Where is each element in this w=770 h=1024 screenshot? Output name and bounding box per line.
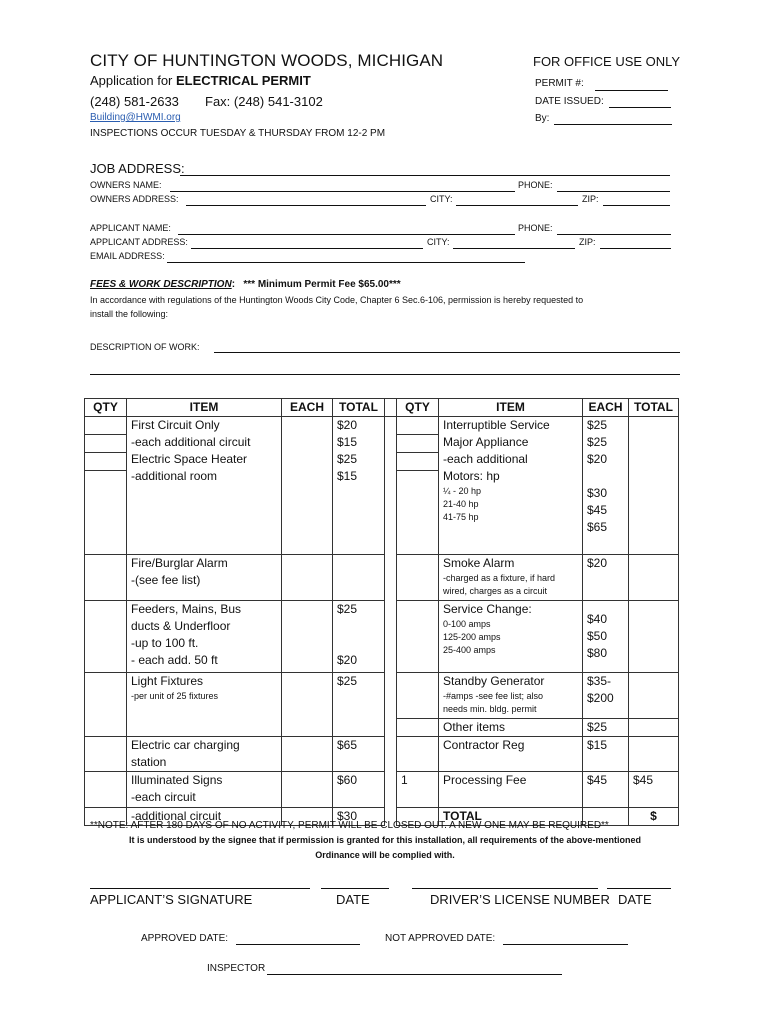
- total-cell[interactable]: [333, 555, 385, 601]
- qty-cell[interactable]: [397, 417, 439, 555]
- item-text: - each add. 50 ft: [131, 653, 218, 667]
- item-text: Contractor Reg: [443, 738, 525, 752]
- qty-value: 1: [401, 773, 408, 787]
- description-field-2[interactable]: [90, 374, 680, 375]
- item-text: Fire/Burglar Alarm: [131, 556, 228, 570]
- qty-cell[interactable]: [85, 673, 127, 737]
- qty-cell[interactable]: [397, 601, 439, 673]
- column-gap: [385, 601, 397, 673]
- license-label: DRIVER’S LICENSE NUMBER: [430, 892, 610, 907]
- email-address-field[interactable]: [167, 262, 525, 263]
- applicant-city-field[interactable]: [453, 248, 575, 249]
- total-cell[interactable]: [629, 417, 679, 555]
- each-cell: [583, 737, 629, 772]
- owners-zip-label: ZIP:: [582, 194, 599, 204]
- item-text: -each additional: [443, 452, 528, 466]
- email-link[interactable]: Building@HWMI.org: [90, 112, 181, 123]
- total-cell[interactable]: [629, 719, 679, 737]
- item-cell: [439, 555, 583, 601]
- fee-value: $45: [587, 503, 608, 517]
- fee-value: $30: [587, 486, 608, 500]
- each-cell: [282, 555, 333, 601]
- total-header: TOTAL: [333, 399, 385, 417]
- each-header: EACH: [282, 399, 333, 417]
- item-subtext: needs min. bldg. permit: [443, 704, 537, 714]
- applicant-phone-label: PHONE:: [518, 223, 553, 233]
- item-cell: [439, 737, 583, 772]
- owners-city-field[interactable]: [456, 205, 578, 206]
- item-cell: [127, 673, 282, 737]
- total-cell[interactable]: [629, 808, 679, 826]
- application-prefix: Application for: [90, 73, 176, 88]
- applicant-date-label: DATE: [336, 892, 370, 907]
- total-cell[interactable]: [333, 601, 385, 673]
- total-cell[interactable]: [333, 673, 385, 737]
- table-row: [85, 772, 679, 808]
- fee-value: $25: [337, 452, 358, 466]
- item-text: Other items: [443, 720, 506, 734]
- applicant-address-label: APPLICANT ADDRESS:: [90, 237, 188, 247]
- total-cell[interactable]: [629, 737, 679, 772]
- permit-label: PERMIT #:: [535, 78, 584, 89]
- permit-field[interactable]: [595, 90, 668, 91]
- item-cell: [127, 737, 282, 772]
- item-text: -each additional circuit: [131, 435, 251, 449]
- applicant-name-field[interactable]: [178, 234, 515, 235]
- fees-heading: [90, 279, 401, 290]
- each-cell: [583, 601, 629, 673]
- total-cell[interactable]: [629, 772, 679, 808]
- each-header: EACH: [583, 399, 629, 417]
- owners-address-field[interactable]: [186, 205, 426, 206]
- fee-value: $20: [337, 653, 358, 667]
- license-date-field[interactable]: [607, 888, 671, 889]
- item-text: Light Fixtures: [131, 674, 204, 688]
- each-cell: [282, 601, 333, 673]
- item-text: ducts & Underfloor: [131, 619, 231, 633]
- total-header: TOTAL: [629, 399, 679, 417]
- fee-value: $25: [587, 435, 608, 449]
- total-cell[interactable]: [333, 737, 385, 772]
- each-cell: [583, 673, 629, 719]
- fee-value: $200: [587, 691, 614, 705]
- item-header: ITEM: [439, 399, 583, 417]
- item-cell: [439, 719, 583, 737]
- item-text: Electric Space Heater: [131, 452, 248, 466]
- accordance-line-1: In accordance with regulations of the Huntington Woods City Code, Chapter 6 Sec.6-106, permission is hereby requested to: [90, 295, 584, 305]
- item-text: -up to 100 ft.: [131, 636, 199, 650]
- fee-table: [84, 398, 679, 826]
- accordance-line-2: install the following:: [90, 309, 169, 319]
- table-row: [85, 601, 679, 673]
- item-cell: [439, 673, 583, 719]
- fee-value: $50: [587, 629, 608, 643]
- item-text: Smoke Alarm: [443, 556, 515, 570]
- fee-value: $20: [587, 452, 608, 466]
- each-cell: [282, 772, 333, 808]
- item-text: -additional circuit: [131, 809, 222, 823]
- qty-cell[interactable]: [397, 719, 439, 737]
- item-text: Interruptible Service: [443, 418, 550, 432]
- closeout-note: **NOTE: AFTER 180 DAYS OF NO ACTIVITY, PERMIT WILL BE CLOSED OUT. A NEW ONE MAY BE REQUIRED**: [90, 820, 609, 831]
- each-cell: [583, 417, 629, 555]
- qty-cell[interactable]: [397, 737, 439, 772]
- item-cell: [127, 601, 282, 673]
- qty-header: QTY: [85, 399, 127, 417]
- each-cell: [583, 719, 629, 737]
- table-row: [85, 555, 679, 601]
- fee-value: $25: [337, 602, 358, 616]
- item-text: -additional room: [131, 469, 218, 483]
- item-text: -each circuit: [131, 790, 196, 804]
- grand-total-label: TOTAL: [443, 809, 482, 823]
- date-issued-label: DATE ISSUED:: [535, 96, 604, 107]
- table-row: [85, 417, 679, 555]
- fee-value: $80: [587, 646, 608, 660]
- fee-value: $15: [587, 738, 608, 752]
- item-cell: [127, 555, 282, 601]
- inspector-label: INSPECTOR: [207, 963, 266, 974]
- item-text: station: [131, 755, 167, 769]
- license-date-label: DATE: [618, 892, 652, 907]
- not-approved-date-field[interactable]: [503, 944, 628, 945]
- fee-value: $35-: [587, 674, 612, 688]
- fee-value: $20: [337, 418, 358, 432]
- email-address-label: EMAIL ADDRESS:: [90, 251, 165, 261]
- applicant-city-label: CITY:: [427, 237, 450, 247]
- understood-line-1: It is understood by the signee that if permission is granted for this installation, all requirements of the above-mentioned: [128, 835, 642, 845]
- item-subtext: 41-75 hp: [443, 512, 479, 522]
- total-cell[interactable]: [629, 673, 679, 719]
- column-gap: [385, 737, 397, 772]
- fee-value: $65: [337, 738, 358, 752]
- column-gap: [385, 772, 397, 808]
- inspector-field[interactable]: [267, 974, 562, 975]
- column-gap: [385, 555, 397, 601]
- application-type: ELECTRICAL PERMIT: [176, 73, 311, 88]
- item-subtext: -per unit of 25 fixtures: [131, 691, 219, 701]
- phone-number: (248) 581-2633: [90, 94, 179, 109]
- qty-cell[interactable]: [85, 555, 127, 601]
- fee-value: $40: [587, 612, 608, 626]
- job-address-field[interactable]: [180, 175, 670, 176]
- applicant-name-label: APPLICANT NAME:: [90, 223, 171, 233]
- applicant-zip-label: ZIP:: [579, 237, 596, 247]
- item-subtext: 0-100 amps: [443, 619, 491, 629]
- qty-header: QTY: [397, 399, 439, 417]
- applicant-signature-label: APPLICANT’S SIGNATURE: [90, 892, 253, 907]
- column-gap: [385, 399, 397, 417]
- item-subtext: 25-400 amps: [443, 645, 496, 655]
- fees-title: FEES & WORK DESCRIPTION: [90, 279, 232, 290]
- each-cell: [583, 555, 629, 601]
- total-cell[interactable]: [629, 555, 679, 601]
- item-subtext: 125-200 amps: [443, 632, 501, 642]
- item-cell: [439, 417, 583, 555]
- grand-total-value: $: [650, 809, 657, 823]
- fees-colon: :: [231, 279, 236, 290]
- item-subtext: wired, charges as a circuit: [443, 586, 548, 596]
- qty-cell[interactable]: [397, 673, 439, 719]
- by-label: By:: [535, 113, 550, 124]
- fee-value: $15: [337, 469, 358, 483]
- fee-value: $20: [587, 556, 608, 570]
- date-issued-field[interactable]: [609, 107, 671, 108]
- not-approved-date-label: NOT APPROVED DATE:: [385, 933, 496, 944]
- item-cell: [439, 601, 583, 673]
- item-cell: [127, 772, 282, 808]
- total-cell[interactable]: [629, 601, 679, 673]
- applicant-phone-field[interactable]: [557, 234, 671, 235]
- owners-name-field[interactable]: [170, 191, 515, 192]
- qty-cell[interactable]: [397, 555, 439, 601]
- fee-value: $30: [337, 809, 358, 823]
- each-cell: [282, 737, 333, 772]
- description-field-1[interactable]: [214, 352, 680, 353]
- item-text: Service Change:: [443, 602, 532, 616]
- item-text: First Circuit Only: [131, 418, 220, 432]
- item-text: -(see fee list): [131, 573, 201, 587]
- item-text: Feeders, Mains, Bus: [131, 602, 242, 616]
- description-label: DESCRIPTION OF WORK:: [90, 342, 200, 352]
- fax-number: Fax: (248) 541-3102: [205, 94, 323, 109]
- applicant-date-field[interactable]: [321, 888, 389, 889]
- item-subtext: 21-40 hp: [443, 499, 479, 509]
- column-gap: [385, 673, 397, 737]
- fee-value: $25: [587, 418, 608, 432]
- column-gap: [385, 417, 397, 555]
- fee-value: $45: [587, 773, 608, 787]
- each-cell: [282, 673, 333, 737]
- table-header-row: [85, 399, 679, 417]
- item-text: Electric car charging: [131, 738, 240, 752]
- item-header: ITEM: [127, 399, 282, 417]
- item-subtext: ¼ - 20 hp: [443, 486, 482, 496]
- license-number-field[interactable]: [412, 888, 598, 889]
- approved-date-field[interactable]: [236, 944, 360, 945]
- fee-value: $60: [337, 773, 358, 787]
- item-cell: [127, 417, 282, 555]
- table-row: [85, 673, 679, 719]
- item-subtext: -#amps -see fee list; also: [443, 691, 544, 701]
- office-use-title: FOR OFFICE USE ONLY: [533, 54, 681, 69]
- owners-city-label: CITY:: [430, 194, 453, 204]
- each-cell: [282, 417, 333, 555]
- minimum-fee: *** Minimum Permit Fee $65.00***: [243, 279, 401, 290]
- fee-value: $65: [587, 520, 608, 534]
- application-title: [90, 73, 311, 88]
- inspection-hours: INSPECTIONS OCCUR TUESDAY & THURSDAY FROM 12-2 PM: [90, 128, 386, 139]
- qty-cell[interactable]: [397, 772, 439, 808]
- qty-cell[interactable]: [85, 601, 127, 673]
- job-address-label: JOB ADDRESS:: [90, 161, 185, 176]
- fee-value: $25: [587, 720, 608, 734]
- approved-date-label: APPROVED DATE:: [141, 933, 229, 944]
- owners-phone-field[interactable]: [557, 191, 670, 192]
- owners-zip-field[interactable]: [603, 205, 670, 206]
- fee-spacer: [337, 618, 380, 652]
- owners-address-label: OWNERS ADDRESS:: [90, 194, 179, 204]
- fee-value: $25: [337, 674, 358, 688]
- item-subtext: -charged as a fixture, if hard: [443, 573, 556, 583]
- total-cell[interactable]: [333, 417, 385, 555]
- owners-name-label: OWNERS NAME:: [90, 180, 162, 190]
- item-text: Processing Fee: [443, 773, 527, 787]
- table-row: [85, 737, 679, 772]
- fee-spacer: [587, 601, 624, 611]
- total-cell[interactable]: [333, 772, 385, 808]
- by-field[interactable]: [554, 124, 672, 125]
- item-text: Motors: hp: [443, 469, 500, 483]
- total-value: $45: [633, 773, 654, 787]
- item-text: Major Appliance: [443, 435, 529, 449]
- item-cell: [439, 772, 583, 808]
- qty-cell[interactable]: [85, 737, 127, 772]
- applicant-signature-field[interactable]: [90, 888, 310, 889]
- item-text: Standby Generator: [443, 674, 545, 688]
- item-text: Illuminated Signs: [131, 773, 223, 787]
- fee-value: $15: [337, 435, 358, 449]
- city-title: CITY OF HUNTINGTON WOODS, MICHIGAN: [90, 51, 444, 70]
- qty-cell[interactable]: [85, 772, 127, 808]
- understood-line-2: Ordinance will be complied with.: [315, 850, 455, 860]
- owners-phone-label: PHONE:: [518, 180, 553, 190]
- applicant-zip-field[interactable]: [600, 248, 671, 249]
- qty-cell[interactable]: [85, 417, 127, 555]
- applicant-address-field[interactable]: [191, 248, 423, 249]
- fee-spacer: [587, 468, 624, 485]
- each-cell: [583, 772, 629, 808]
